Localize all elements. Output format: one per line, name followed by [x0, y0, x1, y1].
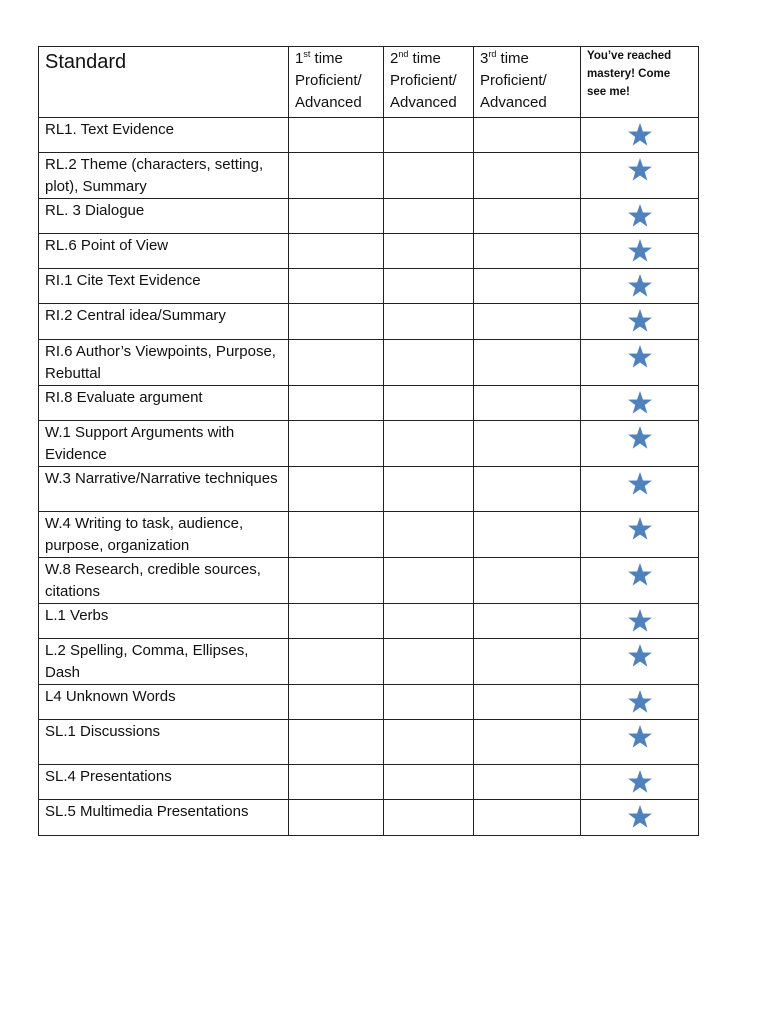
attempt-1-header: 1st time Proficient/ Advanced — [289, 47, 384, 118]
star-icon — [627, 308, 653, 333]
header-row — [39, 47, 699, 118]
table-row — [39, 558, 699, 604]
attempt-1-cell[interactable] — [289, 512, 384, 558]
attempt-3-cell[interactable] — [474, 558, 581, 604]
attempt-1-cell[interactable] — [289, 153, 384, 199]
standard-cell: RL. 3 Dialogue — [39, 199, 289, 234]
attempt-3-cell[interactable] — [474, 467, 581, 512]
mastery-cell — [581, 467, 699, 512]
mastery-cell — [581, 340, 699, 386]
table-row — [39, 153, 699, 199]
mastery-cell — [581, 269, 699, 304]
mastery-cell — [581, 118, 699, 153]
table-row — [39, 800, 699, 836]
attempt-2-cell[interactable] — [384, 421, 474, 467]
attempt-2-cell[interactable] — [384, 512, 474, 558]
star-icon — [627, 562, 653, 587]
table-row — [39, 234, 699, 269]
attempt-1-cell[interactable] — [289, 765, 384, 800]
attempt-2-cell[interactable] — [384, 639, 474, 685]
attempt-3-cell[interactable] — [474, 118, 581, 153]
attempt-2-cell[interactable] — [384, 467, 474, 512]
attempt-2-cell[interactable] — [384, 685, 474, 720]
star-icon — [627, 608, 653, 633]
star-icon — [627, 724, 653, 749]
attempt-3-cell[interactable] — [474, 685, 581, 720]
attempt-3-cell[interactable] — [474, 386, 581, 421]
attempt-1-cell[interactable] — [289, 604, 384, 639]
standard-cell: W.3 Narrative/Narrative techniques — [39, 467, 289, 512]
mastery-cell — [581, 558, 699, 604]
attempt-2-cell[interactable] — [384, 118, 474, 153]
mastery-cell — [581, 199, 699, 234]
attempt-3-header: 3rd time Proficient/ Advanced — [474, 47, 581, 118]
table-row — [39, 340, 699, 386]
table-row — [39, 765, 699, 800]
standard-cell: RL.2 Theme (characters, setting, plot), Summary — [39, 153, 289, 199]
attempt-3-cell[interactable] — [474, 304, 581, 340]
standard-cell: SL.1 Discussions — [39, 720, 289, 765]
attempt-2-cell[interactable] — [384, 604, 474, 639]
standard-cell: RI.6 Author’s Viewpoints, Purpose, Rebuttal — [39, 340, 289, 386]
table-row — [39, 118, 699, 153]
attempt-2-cell[interactable] — [384, 199, 474, 234]
star-icon — [627, 516, 653, 541]
mastery-cell — [581, 421, 699, 467]
attempt-1-cell[interactable] — [289, 558, 384, 604]
star-icon — [627, 425, 653, 450]
attempt-2-cell[interactable] — [384, 304, 474, 340]
standard-cell: W.4 Writing to task, audience, purpose, organization — [39, 512, 289, 558]
attempt-2-cell[interactable] — [384, 234, 474, 269]
star-icon — [627, 390, 653, 415]
attempt-2-cell[interactable] — [384, 269, 474, 304]
attempt-3-cell[interactable] — [474, 800, 581, 836]
mastery-cell — [581, 153, 699, 199]
standard-cell: SL.5 Multimedia Presentations — [39, 800, 289, 836]
attempt-1-cell[interactable] — [289, 685, 384, 720]
attempt-1-cell[interactable] — [289, 386, 384, 421]
mastery-cell — [581, 386, 699, 421]
mastery-cell — [581, 604, 699, 639]
attempt-3-cell[interactable] — [474, 234, 581, 269]
table-row — [39, 304, 699, 340]
mastery-cell — [581, 639, 699, 685]
table-row — [39, 199, 699, 234]
attempt-3-cell[interactable] — [474, 269, 581, 304]
attempt-3-cell[interactable] — [474, 639, 581, 685]
attempt-3-cell[interactable] — [474, 512, 581, 558]
mastery-cell — [581, 512, 699, 558]
star-icon — [627, 273, 653, 298]
table-row — [39, 685, 699, 720]
attempt-3-cell[interactable] — [474, 604, 581, 639]
attempt-1-cell[interactable] — [289, 304, 384, 340]
attempt-2-header: 2nd time Proficient/ Advanced — [384, 47, 474, 118]
table-row — [39, 269, 699, 304]
attempt-3-cell[interactable] — [474, 421, 581, 467]
star-icon — [627, 804, 653, 829]
mastery-cell — [581, 234, 699, 269]
star-icon — [627, 238, 653, 263]
attempt-2-cell[interactable] — [384, 340, 474, 386]
attempt-1-cell[interactable] — [289, 639, 384, 685]
attempt-1-cell[interactable] — [289, 269, 384, 304]
attempt-1-cell[interactable] — [289, 467, 384, 512]
attempt-1-cell[interactable] — [289, 720, 384, 765]
attempt-3-cell[interactable] — [474, 153, 581, 199]
star-icon — [627, 344, 653, 369]
star-icon — [627, 769, 653, 794]
standard-cell: RL1. Text Evidence — [39, 118, 289, 153]
attempt-3-cell[interactable] — [474, 199, 581, 234]
attempt-3-cell[interactable] — [474, 720, 581, 765]
table-row — [39, 639, 699, 685]
attempt-3-cell[interactable] — [474, 340, 581, 386]
attempt-3-cell[interactable] — [474, 765, 581, 800]
star-icon — [627, 157, 653, 182]
star-icon — [627, 203, 653, 228]
star-icon — [627, 643, 653, 668]
attempt-2-cell[interactable] — [384, 386, 474, 421]
attempt-1-cell[interactable] — [289, 118, 384, 153]
attempt-2-cell[interactable] — [384, 153, 474, 199]
attempt-2-cell[interactable] — [384, 800, 474, 836]
attempt-2-cell[interactable] — [384, 558, 474, 604]
mastery-cell — [581, 304, 699, 340]
attempt-1-cell[interactable] — [289, 800, 384, 836]
table-row — [39, 467, 699, 512]
standard-header: Standard — [39, 47, 289, 118]
mastery-cell — [581, 720, 699, 765]
mastery-header: You’ve reached mastery! Come see me! — [581, 47, 699, 118]
attempt-2-cell[interactable] — [384, 720, 474, 765]
star-icon — [627, 689, 653, 714]
standard-cell: RI.2 Central idea/Summary — [39, 304, 289, 340]
mastery-tracker-table — [38, 46, 699, 836]
attempt-1-cell[interactable] — [289, 340, 384, 386]
standard-cell: RI.1 Cite Text Evidence — [39, 269, 289, 304]
standard-cell: RI.8 Evaluate argument — [39, 386, 289, 421]
standard-cell: RL.6 Point of View — [39, 234, 289, 269]
table-row — [39, 512, 699, 558]
table-row — [39, 386, 699, 421]
mastery-cell — [581, 800, 699, 836]
attempt-1-cell[interactable] — [289, 234, 384, 269]
star-icon — [627, 471, 653, 496]
standard-cell: L.1 Verbs — [39, 604, 289, 639]
standard-cell: W.8 Research, credible sources, citations — [39, 558, 289, 604]
standard-cell: L.2 Spelling, Comma, Ellipses, Dash — [39, 639, 289, 685]
star-icon — [627, 122, 653, 147]
standard-cell: W.1 Support Arguments with Evidence — [39, 421, 289, 467]
table-row — [39, 421, 699, 467]
mastery-cell — [581, 685, 699, 720]
standard-cell: L4 Unknown Words — [39, 685, 289, 720]
table-row — [39, 604, 699, 639]
attempt-2-cell[interactable] — [384, 765, 474, 800]
attempt-1-cell[interactable] — [289, 421, 384, 467]
table-row — [39, 720, 699, 765]
standard-cell: SL.4 Presentations — [39, 765, 289, 800]
mastery-cell — [581, 765, 699, 800]
attempt-1-cell[interactable] — [289, 199, 384, 234]
